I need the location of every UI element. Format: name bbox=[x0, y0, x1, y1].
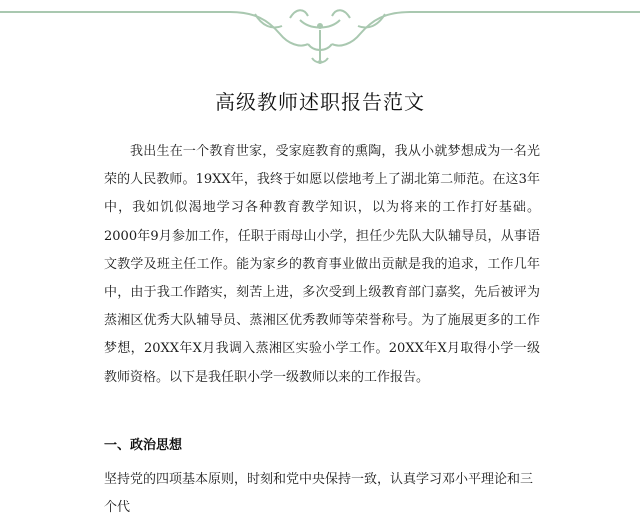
paragraph-1: 我出生在一个教育世家，受家庭教育的熏陶，我从小就梦想成为一名光荣的人民教师。19XX年，我终于如愿以偿地考上了湖北第二师范。在这3年中，我如饥似渴地学习各种教育教学知识，以为将来的工作打好基础。2000年9月参加工作，任职于雨母山小学，担任少先队大队辅导员，从事语文教学及班主任工作。能为家乡的教育事业做出贡献是我的追求，工作几年中，由于我工作踏实，刻苦上进，多次受到上级教育部门嘉奖，先后被评为蒸湘区优秀大队辅导员、蒸湘区优秀教师等荣誉称号。为了施展更多的工作梦想，20XX年X月我调入蒸湘区实验小学工作。20XX年X月取得小学一级教师资格。以下是我任职小学一级教师以来的工作报告。 bbox=[104, 144, 540, 385]
section-heading-political: 一、政治思想 bbox=[104, 438, 183, 453]
document-title: 高级教师述职报告范文 bbox=[215, 90, 425, 114]
intro-paragraph bbox=[104, 138, 540, 392]
decorative-header-ornament bbox=[0, 0, 640, 70]
paragraph-2: 坚持党的四项基本原则，时刻和党中央保持一致，认真学习邓小平理论和三个代 bbox=[104, 472, 534, 515]
